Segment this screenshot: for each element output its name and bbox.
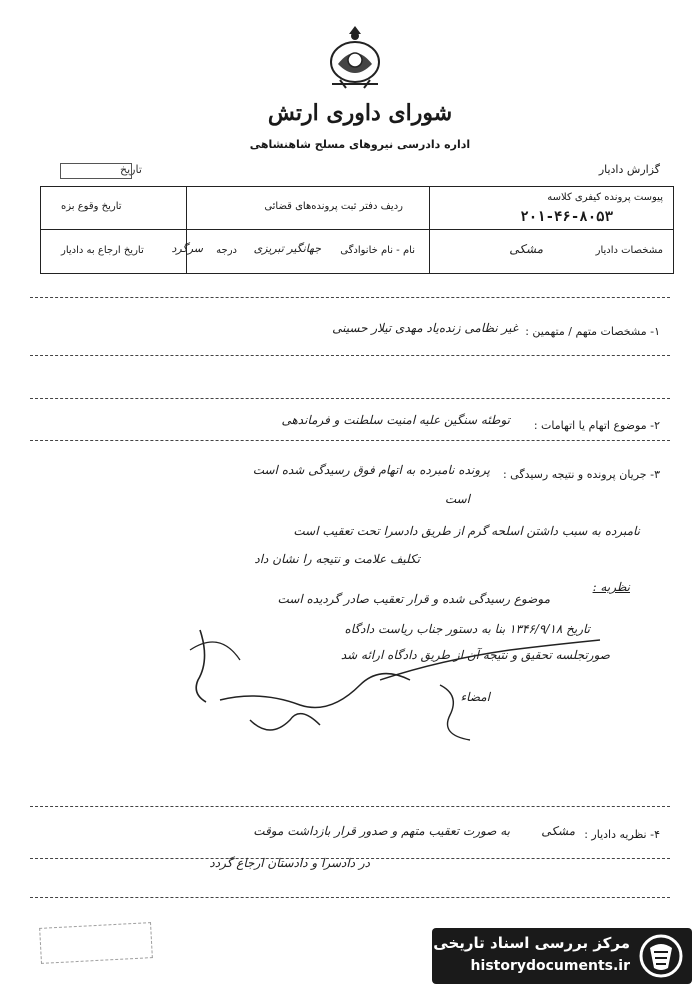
proceedings-line1: پرونده نامبرده به اتهام فوق رسیدگی شده است [252,463,490,477]
organization-title: شورای داوری ارتش [267,100,453,126]
separator-line [30,440,670,441]
case-file-label: پیوست پرونده کیفری کلاسه [547,192,663,203]
proceedings-line4: تکلیف علامت و نتیجه را نشان داد [254,552,420,566]
note-signature: امضاء [460,690,490,704]
opinion-value: به صورت تعقیب متهم و صدور قرار بازداشت موقت [253,824,510,838]
organization-subtitle: اداره دادرسی نیروهای مسلح شاهنشاهی [249,138,471,151]
note-line1: موضوع رسیدگی شده و قرار تعقیب صادر گردیده است [277,592,550,606]
report-label: گزارش دادیار [598,163,660,176]
rank-value: سرگرد [171,242,203,255]
case-info-table [40,186,674,274]
charge-label: ۲- موضوع اتهام یا اتهامات : [533,419,660,432]
separator-line [30,297,670,298]
report-header-row [40,163,660,181]
opinion-line2: در دادسرا و دادستان ارجاع گردد [209,856,370,870]
imperial-crest-icon [318,22,392,94]
proceedings-line2: است [444,492,470,506]
prosecutor-label: مشخصات دادیار [595,245,663,256]
rank-label: درجه [216,245,237,256]
separator-line [30,398,670,399]
opinion-label: ۴- نظریه دادیار : [584,828,660,841]
case-file-number: ۲۰۱-۴۶-۸۰۵۳ [520,209,613,225]
opinion-name: مشکی [541,824,575,838]
charge-value: توطئه سنگین علیه امنیت سلطنت و فرماندهی [281,413,510,427]
table-divider [186,187,187,273]
table-divider [429,187,430,273]
watermark-badge [432,928,692,984]
proceedings-label: ۳- جریان پرونده و نتیجه رسیدگی : [502,468,660,481]
handwritten-signatures [180,610,620,770]
referral-date-label: تاریخ ارجاع به دادیار [61,245,144,256]
date-box [60,163,132,179]
watermark-url: historydocuments.ir [470,958,630,974]
table-divider [41,229,673,230]
note-line2: تاریخ ۱۳۴۶/۹/۱۸ بنا به دستور جناب ریاست دادگاه [344,622,590,636]
prosecutor-name: مشکی [509,242,543,256]
registry-label: ردیف دفتر ثبت پرونده‌های قضائی [264,201,403,212]
accused-label: ۱- مشخصات متهم / متهمین : [525,325,660,338]
separator-line [30,355,670,356]
date-label: تاریخ [120,163,142,176]
proceedings-line3: نامبرده به سبب داشتن اسلحه گرم از طریق دادسرا تحت تعقیب است [293,524,640,538]
separator-line [30,806,670,807]
name-value: جهانگیر تبریزی [253,242,321,255]
note-line3: صورتجلسه تحقیق و نتیجه آن از طریق دادگاه ارائه شد [340,648,610,662]
note-label: نظریه : [592,580,630,594]
faded-stamp [39,922,153,964]
name-label: نام - نام خانوادگی [340,245,415,256]
archive-logo-icon [638,934,684,978]
separator-line [30,897,670,898]
accused-value: غیر نظامی زنده‌یاد مهدی تیلار حسینی [332,321,518,335]
offense-date-label: تاریخ وقوع بزه [61,201,122,212]
watermark-title: مرکز بررسی اسناد تاریخی [433,934,630,952]
